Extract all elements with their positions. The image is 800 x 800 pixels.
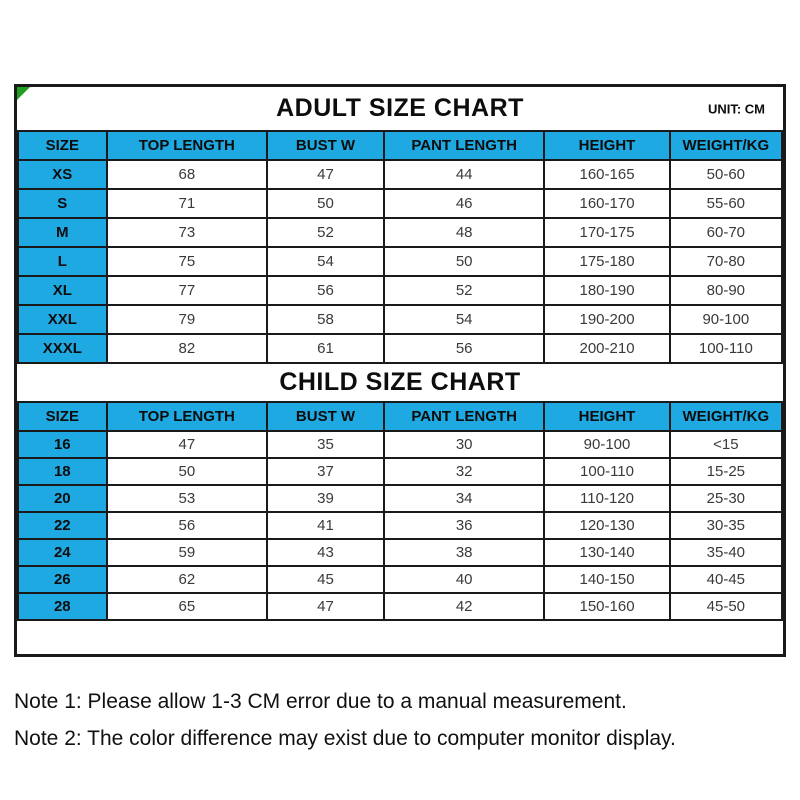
value-cell: 53 [107,485,267,512]
column-header: BUST W [267,402,384,431]
table-row [18,539,782,566]
value-cell: 190-200 [544,305,669,334]
value-cell: 56 [384,334,544,363]
value-cell: 61 [267,334,384,363]
value-cell: 35-40 [670,539,782,566]
column-header: TOP LENGTH [107,402,267,431]
value-cell: 56 [267,276,384,305]
value-cell: 34 [384,485,544,512]
table-row [18,485,782,512]
adult-chart-title: ADULT SIZE CHART [276,94,524,122]
value-cell: 55-60 [670,189,782,218]
table-row [18,334,782,363]
value-cell: 120-130 [544,512,669,539]
value-cell: 75 [107,247,267,276]
child-table-header [18,402,782,431]
value-cell: 160-170 [544,189,669,218]
size-cell: XXL [18,305,107,334]
column-header: PANT LENGTH [384,402,544,431]
column-header: WEIGHT/KG [670,402,782,431]
value-cell: 32 [384,458,544,485]
value-cell: 44 [384,160,544,189]
value-cell: 50 [384,247,544,276]
table-row [18,247,782,276]
size-cell: 28 [18,593,107,620]
value-cell: 175-180 [544,247,669,276]
size-cell: 16 [18,431,107,458]
notes-section [14,690,786,764]
value-cell: 41 [267,512,384,539]
value-cell: 130-140 [544,539,669,566]
note-1: Note 1: Please allow 1-3 CM error due to a manual measurement. [14,690,627,713]
size-cell: XL [18,276,107,305]
value-cell: 50 [107,458,267,485]
table-row [18,160,782,189]
value-cell: 38 [384,539,544,566]
adult-table-body [18,160,782,363]
value-cell: 50-60 [670,160,782,189]
unit-label: UNIT: CM [707,101,765,116]
size-cell: S [18,189,107,218]
value-cell: 56 [107,512,267,539]
child-chart-title-row [17,364,783,401]
header-row [18,402,782,431]
size-cell: M [18,218,107,247]
value-cell: 54 [267,247,384,276]
adult-size-table [17,130,783,364]
value-cell: 77 [107,276,267,305]
value-cell: 42 [384,593,544,620]
table-row [18,218,782,247]
value-cell: 39 [267,485,384,512]
table-row [18,512,782,539]
size-cell: 22 [18,512,107,539]
value-cell: 62 [107,566,267,593]
value-cell: 110-120 [544,485,669,512]
child-size-table [17,401,783,621]
value-cell: 100-110 [544,458,669,485]
size-cell: L [18,247,107,276]
header-row [18,131,782,160]
size-cell: 18 [18,458,107,485]
size-cell: 20 [18,485,107,512]
table-row [18,305,782,334]
size-cell: XXXL [18,334,107,363]
column-header: SIZE [18,402,107,431]
value-cell: 60-70 [670,218,782,247]
table-row [18,431,782,458]
size-cell: 26 [18,566,107,593]
value-cell: 58 [267,305,384,334]
value-cell: 65 [107,593,267,620]
green-corner-marker [17,87,30,100]
table-row [18,189,782,218]
value-cell: 47 [267,160,384,189]
value-cell: 160-165 [544,160,669,189]
table-row [18,276,782,305]
value-cell: 52 [384,276,544,305]
value-cell: 40 [384,566,544,593]
value-cell: 45-50 [670,593,782,620]
child-table-body [18,431,782,620]
child-chart-title: CHILD SIZE CHART [279,368,521,396]
value-cell: 54 [384,305,544,334]
value-cell: 79 [107,305,267,334]
adult-chart-title-row [17,87,783,130]
value-cell: 45 [267,566,384,593]
value-cell: 40-45 [670,566,782,593]
value-cell: 90-100 [544,431,669,458]
column-header: HEIGHT [544,131,669,160]
value-cell: 140-150 [544,566,669,593]
value-cell: 100-110 [670,334,782,363]
value-cell: 170-175 [544,218,669,247]
value-cell: 37 [267,458,384,485]
value-cell: 150-160 [544,593,669,620]
value-cell: 82 [107,334,267,363]
value-cell: 48 [384,218,544,247]
value-cell: 59 [107,539,267,566]
value-cell: 46 [384,189,544,218]
value-cell: 200-210 [544,334,669,363]
value-cell: 35 [267,431,384,458]
value-cell: 43 [267,539,384,566]
column-header: PANT LENGTH [384,131,544,160]
note-2: Note 2: The color difference may exist due to computer monitor display. [14,727,676,750]
value-cell: 15-25 [670,458,782,485]
size-cell: 24 [18,539,107,566]
value-cell: 30-35 [670,512,782,539]
value-cell: 70-80 [670,247,782,276]
value-cell: 30 [384,431,544,458]
size-chart-table [14,84,786,657]
table-row [18,593,782,620]
value-cell: 47 [267,593,384,620]
value-cell: 50 [267,189,384,218]
value-cell: 180-190 [544,276,669,305]
value-cell: 71 [107,189,267,218]
value-cell: 80-90 [670,276,782,305]
value-cell: 52 [267,218,384,247]
column-header: HEIGHT [544,402,669,431]
column-header: BUST W [267,131,384,160]
column-header: WEIGHT/KG [670,131,782,160]
empty-bottom-row [17,621,783,654]
value-cell: <15 [670,431,782,458]
value-cell: 90-100 [670,305,782,334]
adult-table-header [18,131,782,160]
size-cell: XS [18,160,107,189]
column-header: SIZE [18,131,107,160]
table-row [18,566,782,593]
value-cell: 47 [107,431,267,458]
column-header: TOP LENGTH [107,131,267,160]
value-cell: 68 [107,160,267,189]
value-cell: 25-30 [670,485,782,512]
value-cell: 73 [107,218,267,247]
table-row [18,458,782,485]
value-cell: 36 [384,512,544,539]
